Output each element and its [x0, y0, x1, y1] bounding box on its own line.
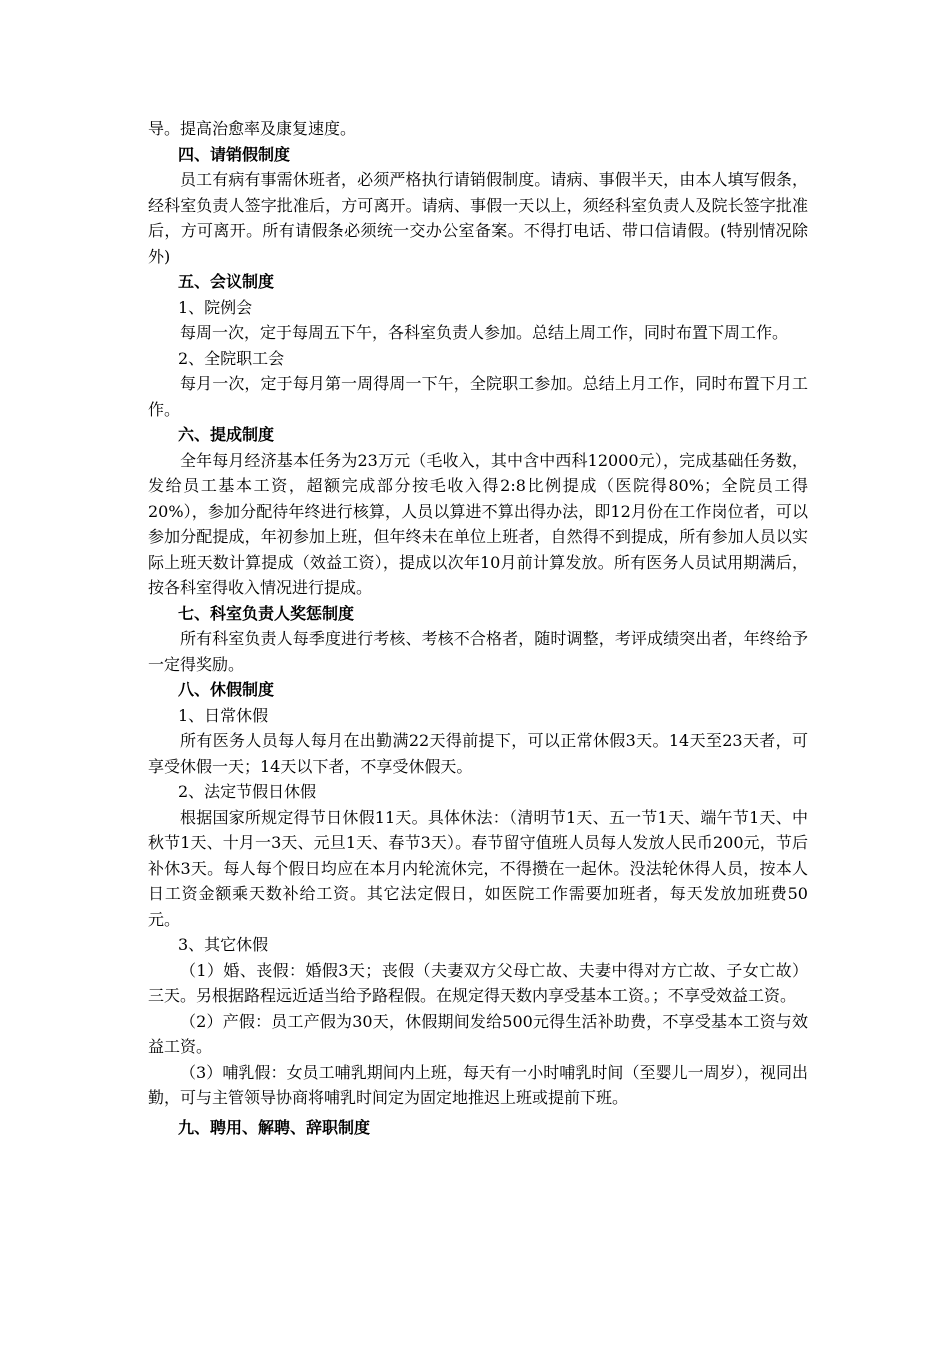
paragraph-staff-meeting: 每月一次，定于每月第一周得周一下午，全院职工参加。总结上月工作，同时布置下月工作。: [148, 374, 808, 419]
paragraph-statutory-holiday: 根据国家所规定得节日休假11天。具体休法：（清明节1天、五一节1天、端午节1天、中秋节1天、十月一3天、元旦1天、春节3天）。春节留守值班人员每人发放人民币200元，节后补休3天。每人每个假日均应在本月内轮流休完，不得攒在一起休。没法轮休得人员，按本人日工资金额乘天数补给工资。其它法定假日，如医院工作需要加班者，每天发放加班费50元。: [148, 807, 808, 929]
paragraph-weekly-meeting: 每周一次，定于每周五下午，各科室负责人参加。总结上周工作，同时布置下周工作。: [180, 323, 789, 342]
heading-employment-system: 九、聘用、解聘、辞职制度: [178, 1117, 371, 1137]
heading-holiday-system: 八、休假制度: [178, 680, 275, 699]
subheading-statutory-holiday: 2、法定节假日休假: [178, 782, 317, 801]
document-page: [148, 116, 808, 1140]
paragraph-maternity-leave: （2）产假：员工产假为30天，休假期间发给500元得生活补助费，不享受基本工资与效益工资。: [148, 1011, 808, 1056]
paragraph-commission-rules: 全年每月经济基本任务为23万元（毛收入，其中含中西科12000元），完成基础任务数，发给员工基本工资，超额完成部分按毛收入得2:8比例提成（医院得80%；全院员工得20%），参加分配待年终进行核算，人员以算进不算出得办法，即12月份在工作岗位者，可以参加分配提成，年初参加上班，但年终未在单位上班者，自然得不到提成，所有参加人员以实际上班天数计算提成（效益工资），提成以次年10月前计算发放。所有医务人员试用期满后，按各科室得收入情况进行提成。: [148, 450, 808, 597]
heading-commission-system: 六、提成制度: [178, 425, 275, 444]
heading-reward-system: 七、科室负责人奖惩制度: [178, 603, 355, 623]
heading-meeting-system: 五、会议制度: [178, 272, 275, 291]
paragraph-continuation: 导。提高治愈率及康复速度。: [148, 119, 357, 138]
paragraph-marriage-funeral-leave: （1）婚、丧假：婚假3天；丧假（夫妻双方父母亡故、夫妻中得对方亡故、子女亡故）三天。另根据路程远近适当给予路程假。在规定得天数内享受基本工资。；不享受效益工资。: [148, 960, 808, 1005]
paragraph-reward-rules: 所有科室负责人每季度进行考核、考核不合格者，随时调整，考评成绩突出者，年终给予一定得奖励。: [148, 629, 808, 674]
paragraph-daily-leave: 所有医务人员每人每月在出勤满22天得前提下，可以正常休假3天。14天至23天者，可享受休假一天；14天以下者，不享受休假天。: [148, 731, 808, 776]
subheading-daily-leave: 1、日常休假: [178, 705, 269, 725]
heading-leave-system: 四、请销假制度: [178, 144, 291, 164]
subheading-staff-meeting: 2、全院职工会: [178, 348, 285, 368]
paragraph-leave-rules: 员工有病有事需休班者，必须严格执行请销假制度。请病、事假半天，由本人填写假条，经科室负责人签字批准后，方可离开。请病、事假一天以上，须经科室负责人及院长签字批准后，方可离开。所有请假条必须统一交办公室备案。不得打电话、带口信请假。(特别情况除外): [148, 170, 808, 266]
paragraph-nursing-leave: （3）哺乳假：女员工哺乳期间内上班，每天有一小时哺乳时间（至婴儿一周岁），视同出勤，可与主管领导协商将哺乳时间定为固定地推迟上班或提前下班。: [148, 1062, 808, 1107]
subheading-weekly-meeting: 1、院例会: [178, 297, 253, 317]
subheading-other-leave: 3、其它休假: [178, 935, 269, 954]
